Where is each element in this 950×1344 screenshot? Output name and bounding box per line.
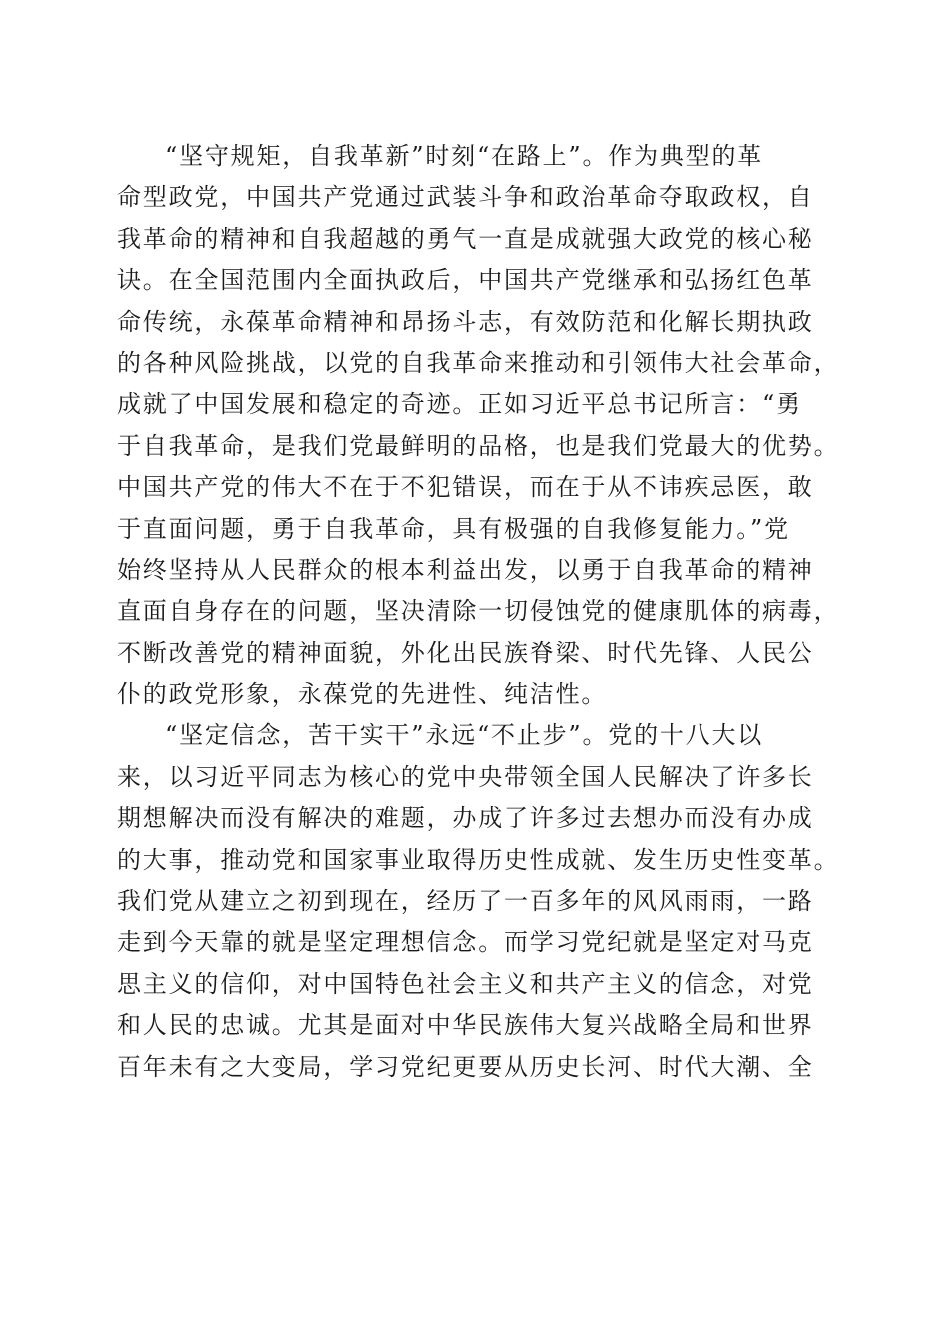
paragraph-line: 成就了中国发展和稳定的奇迹。正如习近平总书记所言：“勇 [117, 390, 802, 419]
paragraph-line: 走到今天靠的就是坚定理想信念。而学习党纪就是坚定对马克 [117, 928, 814, 957]
paragraph-line: 不断改善党的精神面貌，外化出民族脊梁、时代先锋、人民公 [117, 638, 814, 667]
paragraph-line: 命型政党，中国共产党通过武装斗争和政治革命夺取政权，自 [117, 183, 814, 212]
paragraph-line: 来，以习近平同志为核心的党中央带领全国人民解决了许多长 [117, 762, 814, 791]
paragraph-line: “坚守规矩，自我革新”时刻“在路上”。作为典型的革 [165, 142, 764, 170]
paragraph-self-revolution [117, 136, 840, 715]
paragraph-line: 思主义的信仰，对中国特色社会主义和共产主义的信念，对党 [117, 969, 814, 998]
paragraph-line: 于自我革命，是我们党最鲜明的品格，也是我们党最大的优势。 [117, 431, 840, 460]
paragraph-line: 的大事，推动党和国家事业取得历史性成就、发生历史性变革。 [117, 845, 840, 874]
paragraph-line: 于直面问题，勇于自我革命，具有极强的自我修复能力。”党 [117, 514, 790, 543]
paragraph-firm-belief [117, 715, 840, 1088]
paragraph-line: 的各种风险挑战，以党的自我革命来推动和引领伟大社会革命， [117, 348, 840, 377]
paragraph-line: “坚定信念，苦干实干”永远“不止步”。党的十八大以 [165, 721, 764, 750]
paragraph-line: 期想解决而没有解决的难题，办成了许多过去想办而没有办成 [117, 804, 814, 833]
paragraph-line: 始终坚持从人民群众的根本利益出发，以勇于自我革命的精神 [117, 555, 814, 584]
paragraph-line: 百年未有之大变局，学习党纪更要从历史长河、时代大潮、全 [117, 1052, 814, 1081]
document-body [117, 136, 840, 1088]
paragraph-line: 中国共产党的伟大不在于不犯错误，而在于从不讳疾忌医，敢 [117, 473, 814, 502]
paragraph-line: 直面自身存在的问题，坚决清除一切侵蚀党的健康肌体的病毒， [117, 597, 840, 626]
paragraph-line: 我们党从建立之初到现在，经历了一百多年的风风雨雨，一路 [117, 887, 814, 916]
paragraph-line: 诀。在全国范围内全面执政后，中国共产党继承和弘扬红色革 [117, 266, 814, 295]
paragraph-line: 我革命的精神和自我超越的勇气一直是成就强大政党的核心秘 [117, 224, 814, 253]
paragraph-line: 命传统，永葆革命精神和昂扬斗志，有效防范和化解长期执政 [117, 307, 814, 336]
paragraph-line: 仆的政党形象，永葆党的先进性、纯洁性。 [117, 680, 608, 709]
paragraph-line: 和人民的忠诚。尤其是面对中华民族伟大复兴战略全局和世界 [117, 1011, 814, 1040]
